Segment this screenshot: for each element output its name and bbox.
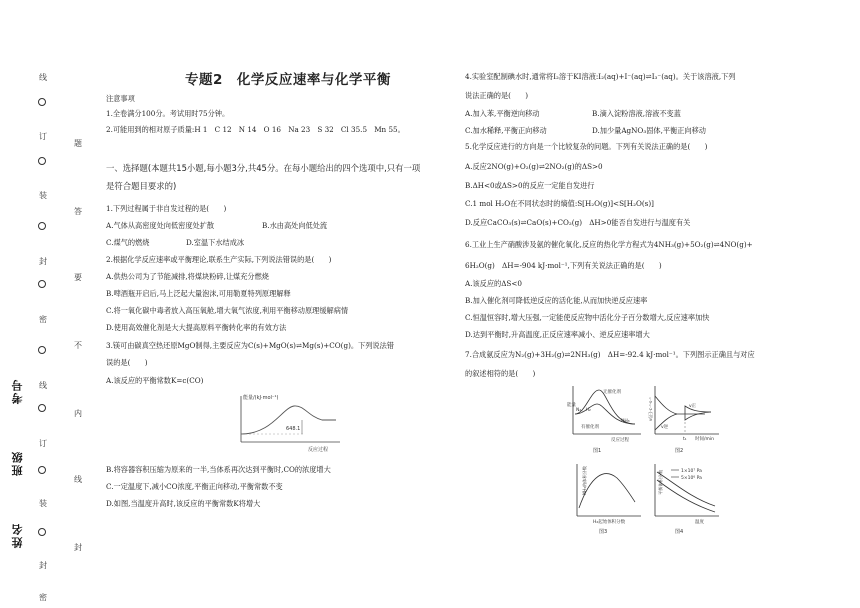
warning-char: 要 — [74, 273, 82, 282]
exam-number-label: 考号 — [11, 378, 24, 404]
q7-figure-1 — [565, 384, 643, 456]
q1-option-a: A.气体从高密度处向低密度处扩散 — [106, 221, 215, 230]
nh3-curve — [579, 474, 635, 508]
binding-char: 订 — [39, 132, 47, 141]
x-axis-label: 反应过程 — [611, 438, 629, 443]
binding-hole — [38, 466, 46, 474]
x-axis-label: 反应过程 — [308, 447, 329, 453]
q6-stem: 6.工业上生产硝酸涉及氨的催化氧化,反应的热化学方程式为4NH₃(g)+5O₂(g)⇌4NO(g)+ — [465, 240, 753, 249]
q6-stem-cont: 6H₂O(g) ΔH=-904 kJ·mol⁻¹,下列有关说法正确的是( ) — [465, 261, 662, 270]
q7-figure-4 — [645, 462, 721, 536]
q6-option-a: A.该反应的ΔS<0 — [465, 279, 522, 288]
q6-option-c: C.恒温恒容时,增大压强,一定能使反应物中活化分子百分数增大,反应速率加快 — [465, 313, 710, 322]
q4-option-d: D.加少量AgNO₃固体,平衡正向移动 — [592, 126, 706, 135]
q5-stem: 5.化学反应进行的方向是一个比较复杂的问题。下列有关说法正确的是( ) — [465, 142, 708, 151]
binding-char: 封 — [39, 257, 47, 266]
binding-hole — [38, 157, 46, 165]
v-reverse-after — [685, 412, 711, 420]
page-title: 专题2 化学反应速率与化学平衡 — [185, 72, 391, 88]
q3-energy-diagram — [232, 390, 344, 456]
q3-stem: 3.镁可由碳真空热还原MgO制得,主要反应为C(s)+MgO(s)⇌Mg(s)+CO(g)。下列说法错 — [106, 341, 394, 350]
binding-margin — [0, 0, 60, 608]
q3-option-d: D.如图,当温度升高时,该反应的平衡常数K将增大 — [106, 499, 261, 508]
binding-char: 封 — [39, 561, 47, 570]
q4-option-b: B.滴入淀粉溶液,溶液不变蓝 — [592, 109, 681, 118]
warning-char: 不 — [74, 341, 82, 350]
catalyst-label: 有催化剂 — [581, 425, 599, 430]
t1-label: t₁ — [683, 437, 687, 442]
note-2: 2.可能用到的相对原子质量:H 1 C 12 N 14 O 16 Na 23 S 32 Cl 35.5 Mn 55。 — [106, 125, 405, 134]
legend-series-1: 1×10⁷ Pa — [681, 469, 702, 474]
q7-stem-cont: 的叙述相符的是( ) — [465, 369, 536, 378]
note-1: 1.全卷满分100分。考试用时75分钟。 — [106, 109, 230, 118]
caption: 图1 — [593, 448, 602, 454]
warning-char: 线 — [74, 475, 82, 484]
v-forward-label: v正 — [689, 404, 697, 409]
binding-hole — [38, 346, 46, 354]
binding-char: 线 — [39, 73, 47, 82]
warning-char: 内 — [74, 409, 82, 418]
q2-option-d: D.使用高效催化剂是大大提高原料平衡转化率的有效方法 — [106, 323, 287, 332]
reactants-label: N₂、H₂ — [576, 408, 591, 413]
y-axis-label: 平衡体积分数 — [658, 469, 663, 495]
section-heading: 一、选择题(本题共15小题,每小题3分,共45分。在每小题给出的四个选项中,只有一项 — [106, 163, 421, 173]
binding-hole — [38, 280, 46, 288]
binding-char: 装 — [39, 499, 47, 508]
q1-option-c: C.煤气的燃烧 — [106, 238, 150, 247]
name-label: 姓名 — [11, 522, 24, 548]
x-axis-label: 温度 — [695, 520, 704, 525]
binding-char: 线 — [39, 381, 47, 390]
q2-option-a: A.供热公司为了节能减排,将煤块粉碎,让煤充分燃烧 — [106, 272, 269, 281]
y-axis-label: NH₃的体积分数 — [582, 466, 587, 495]
caption: 图4 — [675, 529, 684, 535]
warning-char: 题 — [74, 139, 82, 148]
binding-hole — [38, 404, 46, 412]
binding-char: 密 — [39, 593, 47, 602]
q3-option-b: B.将容器容积压缩为原来的一半,当体系再次达到平衡时,CO的浓度增大 — [106, 465, 331, 474]
q1-option-b: B.水由高处向低处流 — [262, 221, 328, 230]
q7-figure-2 — [645, 384, 721, 456]
binding-char: 密 — [39, 315, 47, 324]
q1-stem: 1.下列过程属于非自发过程的是( ) — [106, 204, 227, 213]
q4-stem: 4.实验室配制碘水时,通常将I₂溶于KI溶液:I₂(aq)+I⁻(aq)⇌I₃⁻(aq)。关于该溶液,下列 — [465, 72, 736, 81]
q6-option-b: B.加入催化剂可降低逆反应的活化能,从而加快逆反应速率 — [465, 296, 648, 305]
warning-char: 封 — [74, 543, 82, 552]
value-label: 648.1 — [286, 426, 301, 432]
q7-stem: 7.合成氨反应为N₂(g)+3H₂(g)⇌2NH₃(g) ΔH=-92.4 kJ·mol⁻¹。下列图示正确且与对应 — [465, 350, 755, 359]
binding-char: 装 — [39, 191, 47, 200]
q5-option-a: A.反应2NO(g)+O₂(g)⇌2NO₂(g)的ΔS>0 — [465, 162, 603, 171]
q6-option-d: D.达到平衡时,升高温度,正反应速率减小、逆反应速率增大 — [465, 330, 650, 339]
q3-option-c: C.一定温度下,减小CO浓度,平衡正向移动,平衡常数不变 — [106, 482, 283, 491]
q2-option-b: B.啤酒瓶开启后,马上泛起大量泡沫,可用勒夏特列原理解释 — [106, 289, 291, 298]
y-axis-label: 能量 — [567, 403, 576, 408]
warning-char: 答 — [74, 207, 82, 216]
caption: 图3 — [599, 529, 608, 535]
y-axis-label: 能量/(kJ·mol⁻¹) — [243, 395, 279, 401]
q4-option-a: A.加入苯,平衡逆向移动 — [465, 109, 540, 118]
q3-option-a: A.该反应的平衡常数K=c(CO) — [106, 376, 204, 385]
x-axis-label: H₂起始体积分数 — [593, 520, 626, 525]
q5-option-d: D.反应CaCO₃(s)⇌CaO(s)+CO₂(g) ΔH>0能否自发进行与温度有关 — [465, 218, 691, 227]
q7-figure-3 — [565, 462, 643, 536]
q3-stem-cont: 误的是( ) — [106, 358, 148, 367]
v-reverse-label: v逆 — [661, 425, 669, 430]
q4-stem-cont: 说法正确的是( ) — [465, 91, 529, 100]
product-label: NH₃ — [621, 419, 630, 424]
binding-hole — [38, 528, 46, 536]
binding-char: 订 — [39, 439, 47, 448]
binding-hole — [38, 222, 46, 230]
y-axis-label: v(正)·c⁻¹·s⁻¹ — [648, 397, 653, 421]
q5-option-c: C.1 mol H₂O在不同状态时的熵值:S[H₂O(g)]<S[H₂O(s)] — [465, 199, 654, 208]
q2-stem: 2.根据化学反应速率或平衡理论,联系生产实际,下列说法错误的是( ) — [106, 255, 332, 264]
no-catalyst-label: 无催化剂 — [603, 390, 621, 395]
x-axis-label: 时间/min — [695, 437, 715, 442]
q2-option-c: C.将一氧化碳中毒者放入高压氧舱,增大氧气浓度,利用平衡移动原理缓解病情 — [106, 306, 349, 315]
class-label: 班级 — [11, 450, 24, 476]
legend-series-2: 5×10⁶ Pa — [681, 476, 702, 481]
caption: 图2 — [675, 448, 684, 454]
binding-hole — [38, 98, 46, 106]
series-2-curve — [657, 480, 715, 512]
q5-option-b: B.ΔH<0或ΔS>0的反应一定能自发进行 — [465, 181, 595, 190]
q4-option-c: C.加水稀释,平衡正向移动 — [465, 126, 547, 135]
section-heading-cont: 是符合题目要求的) — [106, 181, 177, 191]
q1-option-d: D.室温下水结成冰 — [186, 238, 245, 247]
notes-heading: 注意事项 — [106, 94, 135, 103]
